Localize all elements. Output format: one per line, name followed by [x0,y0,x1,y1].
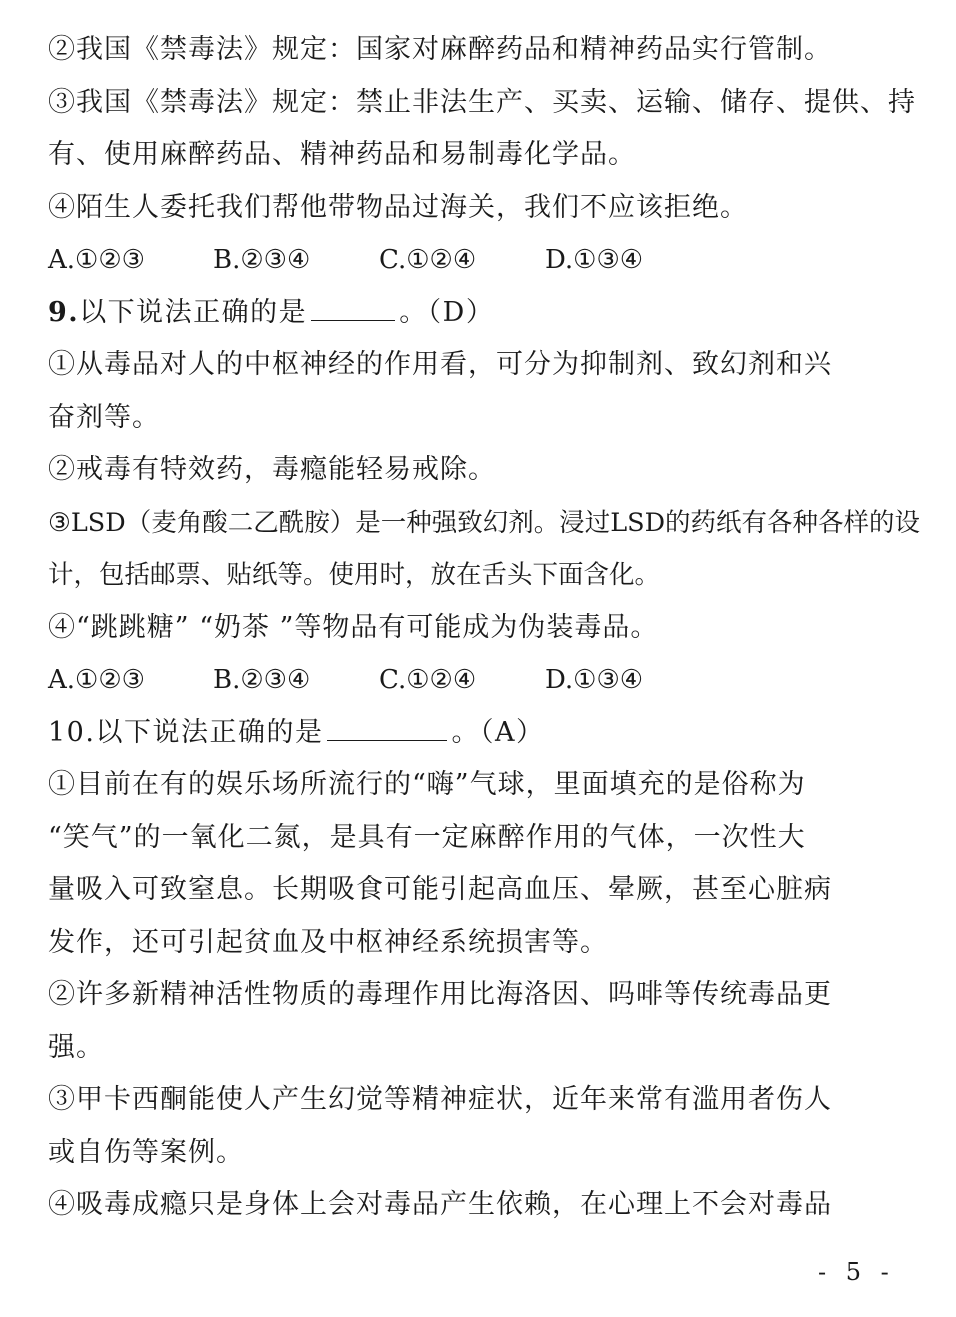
q9-option-b: B.②③④ [213,665,311,695]
q9-heading [48,287,898,340]
q8-options [48,234,898,287]
q8-option-a: A.①②③ [48,245,145,275]
q10-stem: 以下说法正确的是 [95,716,324,748]
q10-statement-2: ②许多新精神活性物质的毒理作用比海洛因、吗啡等传统毒品更 [48,979,832,1010]
q9-option-d: D.①③④ [545,665,644,695]
q10-statement-1-cont-3: 发作，还可引起贫血及中枢神经系统损害等。 [48,926,608,958]
q9-statement-4: ④“跳跳糖” “奶茶 ”等物品有可能成为伪装毒品。 [48,611,659,643]
q9-statement-3: ③LSD（麦角酸二乙酰胺）是一种强致幻剂。浸过LSD的药纸有各种各样的设 [48,507,921,538]
q8-option-d: D.①③④ [545,245,644,275]
q9-answer-blank [311,290,395,321]
q8-statement-3-cont: 有、使用麻醉药品、精神药品和易制毒化学品。 [48,139,636,170]
q8-statement-4: ④陌生人委托我们帮他带物品过海关，我们不应该拒绝。 [48,191,748,223]
q10-statement-2-cont: 强。 [48,1031,104,1063]
page-number: - 5 - [818,1258,895,1286]
q8-option-b: B.②③④ [213,245,311,275]
q10-statement-1: ①目前在有的娱乐场所流行的“嗨”气球，里面填充的是俗称为 [48,769,806,800]
q9-answer: 。（D） [399,296,495,328]
q10-statement-1-cont-2: 量吸入可致窒息。长期吸食可能引起高血压、晕厥，甚至心脏病 [48,874,832,905]
q10-answer: 。（A） [451,716,545,748]
q8-statement-3: ③我国《禁毒法》规定：禁止非法生产、买卖、运输、储存、提供、持 [48,86,916,118]
q10-statement-1-cont-1: “笑气”的一氧化二氮，是具有一定麻醉作用的气体，一次性大 [48,821,806,853]
q9-option-c: C.①②④ [379,665,477,695]
q10-statement-4: ④吸毒成瘾只是身体上会对毒品产生依赖，在心理上不会对毒品 [48,1189,832,1220]
q9-statement-1: ①从毒品对人的中枢神经的作用看，可分为抑制剂、致幻剂和兴 [48,349,832,380]
q10-number: 10. [48,716,96,748]
q10-statement-3: ③甲卡西酮能使人产生幻觉等精神症状，近年来常有滥用者伤人 [48,1084,832,1115]
q10-statement-3-cont: 或自伤等案例。 [48,1136,244,1168]
q9-number: 9. [48,296,80,328]
q9-statement-3-cont: 计，包括邮票、贴纸等。使用时，放在舌头下面含化。 [48,560,661,590]
page-content [48,24,921,1232]
q9-options [48,654,898,707]
q10-heading [48,707,898,760]
q9-statement-2: ②戒毒有特效药，毒瘾能轻易戒除。 [48,454,496,485]
q9-statement-1-cont: 奋剂等。 [48,401,160,433]
q10-answer-blank [327,710,447,741]
q8-option-c: C.①②④ [379,245,477,275]
q9-stem: 以下说法正确的是 [79,296,308,328]
q9-option-a: A.①②③ [48,665,145,695]
q8-statement-2: ②我国《禁毒法》规定：国家对麻醉药品和精神药品实行管制。 [48,34,832,65]
